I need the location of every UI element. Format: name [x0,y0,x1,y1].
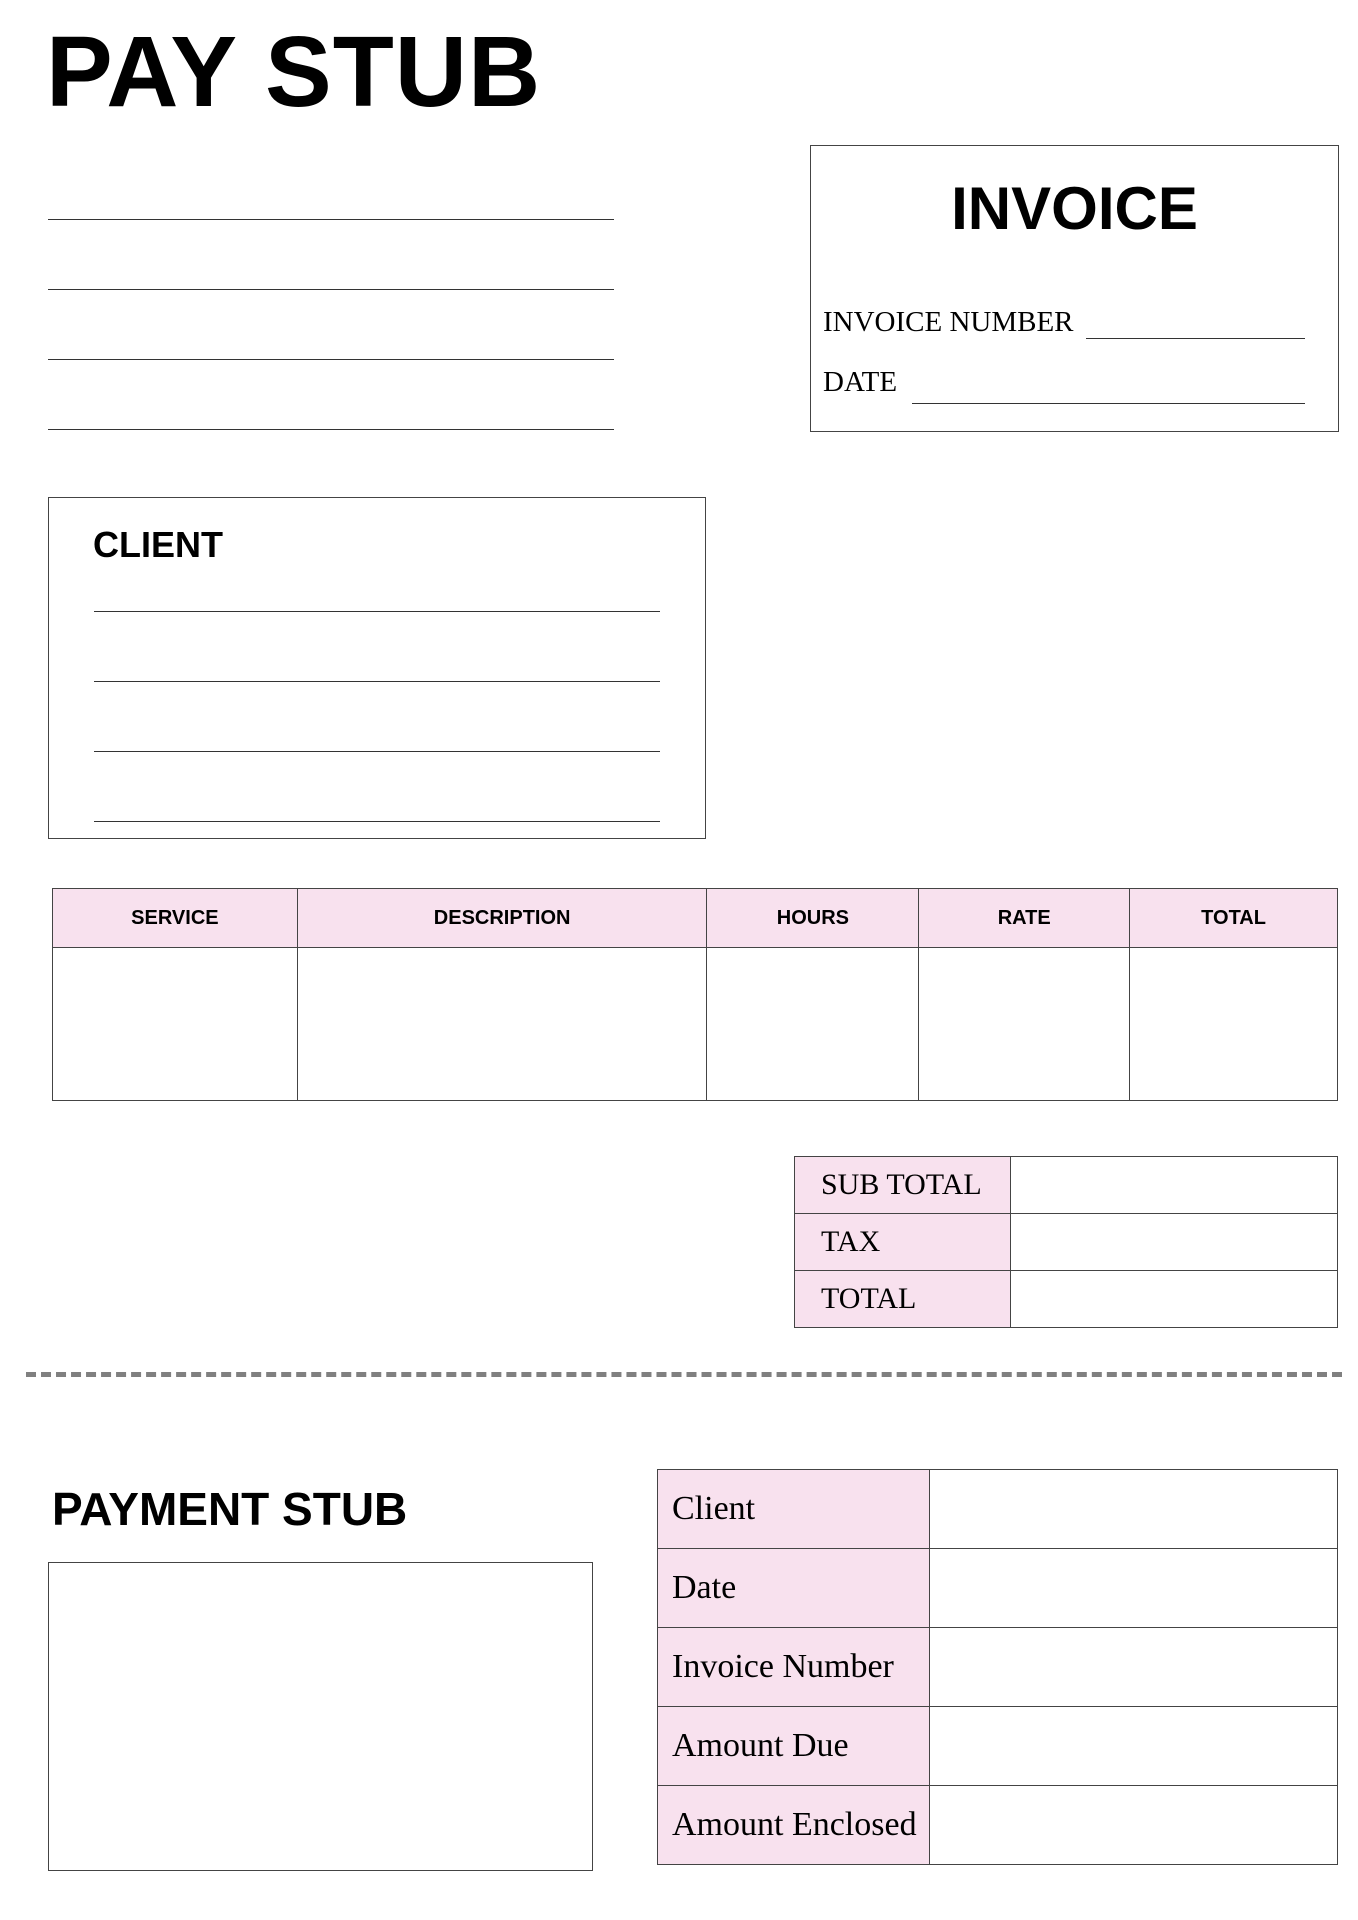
subtotal-label: SUB TOTAL [795,1157,1011,1214]
stub-client-label: Client [658,1470,930,1549]
column-header-rate: RATE [919,889,1130,948]
client-line-4[interactable] [94,821,660,822]
table-row [658,1470,1338,1549]
grand-total-label: TOTAL [795,1271,1011,1328]
column-header-hours: HOURS [707,889,919,948]
rate-cell[interactable] [919,948,1130,1101]
stub-amount-due-label: Amount Due [658,1707,930,1786]
stub-invoice-number-label: Invoice Number [658,1628,930,1707]
stub-date-value[interactable] [930,1549,1338,1628]
payment-stub-box[interactable] [48,1562,593,1871]
client-line-2[interactable] [94,681,660,682]
invoice-number-field[interactable] [1086,338,1305,339]
table-row [658,1786,1338,1865]
table-row [795,1157,1338,1214]
sender-line-2[interactable] [48,289,614,290]
invoice-date-label: DATE [823,366,898,398]
table-row [795,1271,1338,1328]
payment-stub-table [657,1469,1338,1865]
stub-date-label: Date [658,1549,930,1628]
totals-table [794,1156,1338,1328]
tax-label: TAX [795,1214,1011,1271]
stub-invoice-number-value[interactable] [930,1628,1338,1707]
sender-line-4[interactable] [48,429,614,430]
column-header-description: DESCRIPTION [297,889,707,948]
services-table [52,888,1338,1101]
stub-amount-due-value[interactable] [930,1707,1338,1786]
table-row [795,1214,1338,1271]
invoice-number-label: INVOICE NUMBER [823,306,1074,338]
description-cell[interactable] [297,948,707,1101]
table-row [53,948,1338,1101]
tax-value[interactable] [1011,1214,1338,1271]
client-line-1[interactable] [94,611,660,612]
page-title: PAY STUB [46,16,542,128]
column-header-service: SERVICE [53,889,298,948]
stub-client-value[interactable] [930,1470,1338,1549]
client-heading: CLIENT [93,524,223,565]
table-row [658,1707,1338,1786]
sender-line-3[interactable] [48,359,614,360]
services-header-row [53,889,1338,948]
cut-line-divider [26,1372,1342,1377]
subtotal-value[interactable] [1011,1157,1338,1214]
client-line-3[interactable] [94,751,660,752]
invoice-date-field[interactable] [912,403,1305,404]
table-row [658,1628,1338,1707]
hours-cell[interactable] [707,948,919,1101]
payment-stub-heading: PAYMENT STUB [52,1483,408,1535]
invoice-box [810,145,1339,432]
grand-total-value[interactable] [1011,1271,1338,1328]
service-cell[interactable] [53,948,298,1101]
invoice-heading: INVOICE [951,175,1198,242]
stub-amount-enclosed-value[interactable] [930,1786,1338,1865]
table-row [658,1549,1338,1628]
stub-amount-enclosed-label: Amount Enclosed [658,1786,930,1865]
column-header-total: TOTAL [1130,889,1338,948]
client-box [48,497,706,839]
sender-line-1[interactable] [48,219,614,220]
total-cell[interactable] [1130,948,1338,1101]
